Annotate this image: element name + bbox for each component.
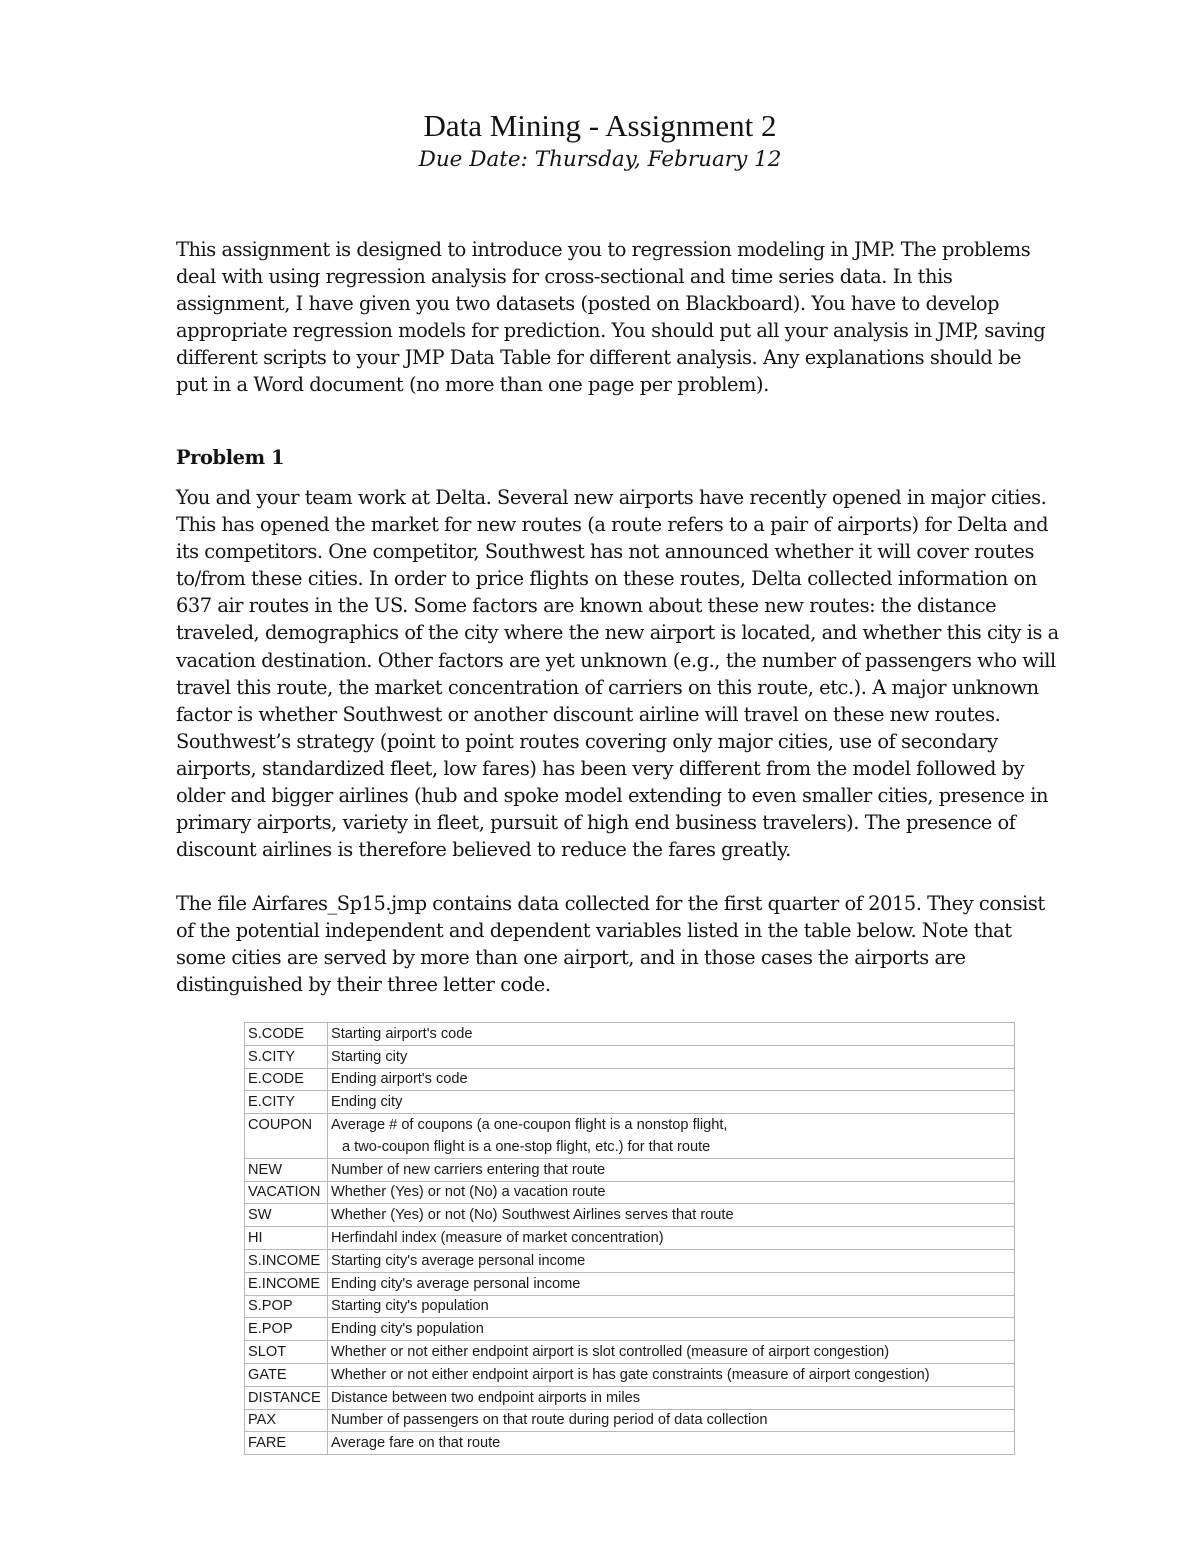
paragraph-line: airports, standardized fleet, low fares) has been very different from the model followed by bbox=[176, 756, 1025, 780]
variable-description: Average fare on that route bbox=[328, 1432, 1015, 1455]
variable-code: S.CITY bbox=[245, 1045, 328, 1068]
due-date: Due Date: Thursday, February 12 bbox=[418, 147, 782, 172]
variable-code: E.POP bbox=[245, 1318, 328, 1341]
table-row bbox=[245, 1318, 1015, 1341]
intro-paragraph bbox=[176, 236, 1076, 399]
table-row bbox=[245, 1068, 1015, 1091]
paragraph-line: to/from these cities. In order to price flights on these routes, Delta collected information on bbox=[176, 567, 1037, 591]
table-row bbox=[245, 1023, 1015, 1046]
problem-1-paragraph-1 bbox=[176, 484, 1076, 863]
table-row bbox=[245, 1227, 1015, 1250]
paragraph-line: This has opened the market for new routes (a route refers to a pair of airports) for Delta and bbox=[176, 513, 1049, 537]
variable-code: VACATION bbox=[245, 1181, 328, 1204]
paragraph-line: vacation destination. Other factors are yet unknown (e.g., the number of passengers who will bbox=[176, 648, 1056, 672]
table-row bbox=[245, 1204, 1015, 1227]
variable-code: PAX bbox=[245, 1409, 328, 1432]
variable-description: Starting airport's code bbox=[328, 1023, 1015, 1046]
variable-code: DISTANCE bbox=[245, 1386, 328, 1409]
intro-line: put in a Word document (no more than one page per problem). bbox=[176, 373, 769, 397]
table-row bbox=[245, 1341, 1015, 1364]
table-row bbox=[245, 1181, 1015, 1204]
table-row bbox=[245, 1363, 1015, 1386]
paragraph-line: of the potential independent and dependent variables listed in the table below. Note that bbox=[176, 919, 1012, 943]
paragraph-line: primary airports, variety in fleet, pursuit of high end business travelers). The presence of bbox=[176, 811, 1016, 835]
table-row bbox=[245, 1158, 1015, 1181]
paragraph-line: factor is whether Southwest or another discount airline will travel on these new routes. bbox=[176, 702, 1001, 726]
variable-description: Number of passengers on that route during period of data collection bbox=[328, 1409, 1015, 1432]
variable-code: FARE bbox=[245, 1432, 328, 1455]
table-row bbox=[245, 1114, 1015, 1136]
variable-description: Herfindahl index (measure of market concentration) bbox=[328, 1227, 1015, 1250]
variable-code: SW bbox=[245, 1204, 328, 1227]
paragraph-line: You and your team work at Delta. Several new airports have recently opened in major cities. bbox=[176, 486, 1047, 509]
paragraph-line: 637 air routes in the US. Some factors are known about these new routes: the distance bbox=[176, 594, 997, 618]
variable-code: E.CITY bbox=[245, 1091, 328, 1114]
variables-table bbox=[244, 1022, 1015, 1455]
intro-line: deal with using regression analysis for cross-sectional and time series data. In this bbox=[176, 265, 953, 289]
problem-1-paragraph-2 bbox=[176, 890, 1076, 998]
variable-code: S.CODE bbox=[245, 1023, 328, 1046]
variable-code: HI bbox=[245, 1227, 328, 1250]
variable-description: Whether or not either endpoint airport is slot controlled (measure of airport congestion) bbox=[328, 1341, 1015, 1364]
variable-description: Number of new carriers entering that route bbox=[328, 1158, 1015, 1181]
variable-description: Whether (Yes) or not (No) Southwest Airlines serves that route bbox=[328, 1204, 1015, 1227]
variable-code: E.INCOME bbox=[245, 1272, 328, 1295]
paragraph-line: travel this route, the market concentration of carriers on this route, etc.). A major unknown bbox=[176, 675, 1039, 699]
intro-line: assignment, I have given you two datasets (posted on Blackboard). You have to develop bbox=[176, 292, 1000, 316]
paragraph-line: discount airlines is therefore believed to reduce the fares greatly. bbox=[176, 838, 791, 862]
variable-code: S.INCOME bbox=[245, 1249, 328, 1272]
table-row bbox=[245, 1249, 1015, 1272]
table-row bbox=[245, 1091, 1015, 1114]
table-row bbox=[245, 1386, 1015, 1409]
variable-description: Ending city's average personal income bbox=[328, 1272, 1015, 1295]
paragraph-line: distinguished by their three letter code. bbox=[176, 973, 551, 997]
variable-code: E.CODE bbox=[245, 1068, 328, 1091]
variable-code: GATE bbox=[245, 1363, 328, 1386]
variable-description: Whether or not either endpoint airport is has gate constraints (measure of airport congestion) bbox=[328, 1363, 1015, 1386]
intro-line: appropriate regression models for prediction. You should put all your analysis in JMP, saving bbox=[176, 319, 1046, 343]
variable-code: SLOT bbox=[245, 1341, 328, 1364]
table-row bbox=[245, 1432, 1015, 1455]
variable-description: Whether (Yes) or not (No) a vacation route bbox=[328, 1181, 1015, 1204]
variable-code: COUPON bbox=[245, 1114, 328, 1136]
document-title: Data Mining - Assignment 2 bbox=[423, 108, 777, 143]
table-row bbox=[245, 1295, 1015, 1318]
variable-description: Starting city bbox=[328, 1045, 1015, 1068]
table-row bbox=[245, 1045, 1015, 1068]
paragraph-line: Southwest’s strategy (point to point routes covering only major cities, use of secondary bbox=[176, 729, 998, 753]
paragraph-line: older and bigger airlines (hub and spoke model extending to even smaller cities, presence in bbox=[176, 784, 1049, 808]
table-row bbox=[245, 1136, 1015, 1158]
paragraph-line: some cities are served by more than one airport, and in those cases the airports are bbox=[176, 946, 966, 970]
variable-description: Starting city's average personal income bbox=[328, 1249, 1015, 1272]
intro-line: This assignment is designed to introduce you to regression modeling in JMP. The problems bbox=[176, 238, 1031, 261]
variable-code bbox=[245, 1136, 328, 1158]
variable-description: a two-coupon flight is a one-stop flight, etc.) for that route bbox=[328, 1136, 1015, 1158]
paragraph-line: traveled, demographics of the city where the new airport is located, and whether this city is a bbox=[176, 621, 1059, 645]
variable-description: Ending city bbox=[328, 1091, 1015, 1114]
paragraph-line: its competitors. One competitor, Southwest has not announced whether it will cover routes bbox=[176, 540, 1035, 564]
table-row bbox=[245, 1272, 1015, 1295]
table-row bbox=[245, 1409, 1015, 1432]
intro-line: different scripts to your JMP Data Table for different analysis. Any explanations should be bbox=[176, 346, 1022, 370]
variable-description: Distance between two endpoint airports in miles bbox=[328, 1386, 1015, 1409]
variable-description: Ending airport's code bbox=[328, 1068, 1015, 1091]
variable-description: Starting city's population bbox=[328, 1295, 1015, 1318]
problem-1-heading: Problem 1 bbox=[176, 446, 285, 469]
variable-description: Average # of coupons (a one-coupon flight is a nonstop flight, bbox=[328, 1114, 1015, 1136]
variable-code: S.POP bbox=[245, 1295, 328, 1318]
paragraph-line: The file Airfares_Sp15.jmp contains data collected for the first quarter of 2015. They consist bbox=[176, 892, 1045, 915]
variable-code: NEW bbox=[245, 1158, 328, 1181]
variable-description: Ending city's population bbox=[328, 1318, 1015, 1341]
